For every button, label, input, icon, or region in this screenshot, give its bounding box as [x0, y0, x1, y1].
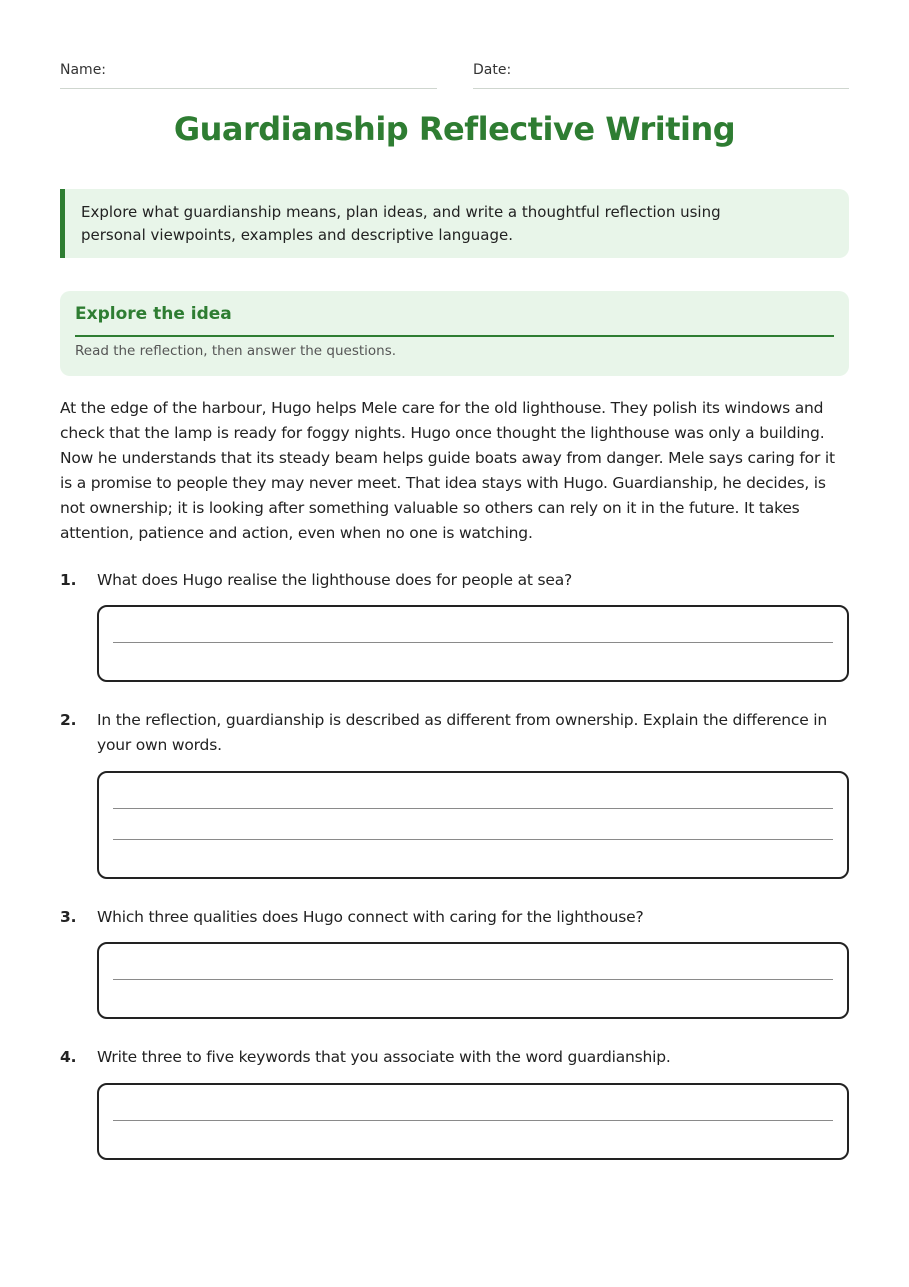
- question-text: What does Hugo realise the lighthouse does for people at sea?: [97, 571, 573, 589]
- name-field[interactable]: [60, 62, 437, 89]
- question-4: [60, 1045, 849, 1070]
- reading-passage: At the edge of the harbour, Hugo helps Mele care for the old lighthouse. They polish its windows and check that the lamp is ready for foggy nights. Hugo once thought the lighthouse was only a building. Now he understands that its steady beam helps guide boats away from danger. Mele says caring for it is a promise to people they may never meet. That idea stays with Hugo. Guardianship, he decides, is not ownership; it is looking after something valuable so others can rely on it in the future. It takes attention, patience and action, even when no one is watching.: [60, 399, 835, 542]
- worksheet-title: Guardianship Reflective Writing: [173, 110, 736, 148]
- date-field[interactable]: [473, 62, 849, 89]
- answer-box-2[interactable]: [97, 771, 849, 879]
- section-subtitle: Read the reflection, then answer the questions.: [75, 343, 397, 359]
- answer-line: [113, 642, 833, 643]
- question-text: Which three qualities does Hugo connect with caring for the lighthouse?: [97, 908, 644, 926]
- answer-line: [113, 808, 833, 809]
- intro-callout: Explore what guardianship means, plan ideas, and write a thoughtful reflection using personal viewpoints, examples and descriptive language.: [60, 189, 849, 258]
- section-panel: [60, 291, 849, 376]
- question-text: Write three to five keywords that you associate with the word guardianship.: [97, 1048, 671, 1066]
- answer-box-4[interactable]: [97, 1083, 849, 1160]
- question-number: 4.: [60, 1048, 77, 1066]
- question-number: 3.: [60, 908, 77, 926]
- answer-line: [113, 979, 833, 980]
- name-label: Name:: [60, 62, 107, 78]
- question-1: [60, 568, 849, 593]
- answer-line: [113, 839, 833, 840]
- date-label: Date:: [473, 62, 512, 78]
- question-number: 1.: [60, 571, 77, 589]
- answer-box-1[interactable]: [97, 605, 849, 682]
- question-3: [60, 905, 849, 930]
- answer-line: [113, 1120, 833, 1121]
- question-text: In the reflection, guardianship is described as different from ownership. Explain the difference in your own words.: [97, 711, 828, 754]
- section-title: Explore the idea: [75, 303, 834, 337]
- answer-box-3[interactable]: [97, 942, 849, 1019]
- question-2: [60, 708, 849, 758]
- question-number: 2.: [60, 711, 77, 729]
